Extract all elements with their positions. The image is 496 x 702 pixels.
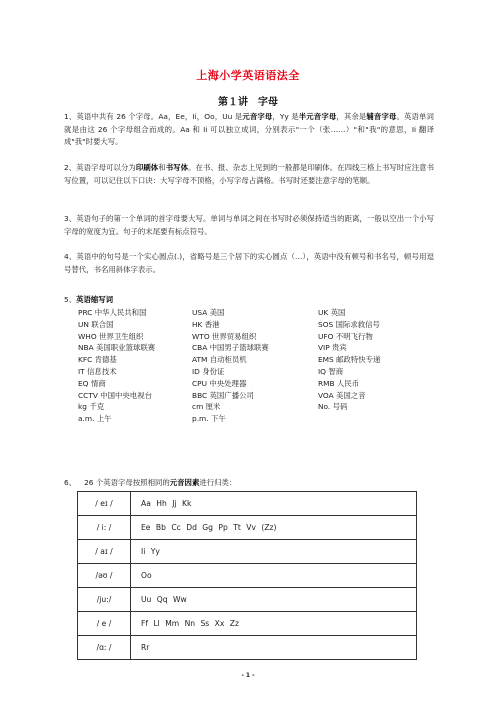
abbr-item: EQ 情商 [78, 378, 106, 388]
phoneme-cell: / eɪ / [78, 492, 131, 516]
table-row [78, 564, 417, 588]
abbr-item: EMS 邮政特快专递 [318, 355, 381, 365]
abbr-item: NBA 美国职业篮球联赛 [78, 343, 156, 353]
table-row [78, 516, 417, 540]
abbreviation-list [64, 307, 434, 425]
p6-text-c: 进行归类： [199, 478, 237, 487]
phoneme-cell: / aɪ / [78, 540, 131, 564]
paragraph-2 [64, 162, 434, 187]
lesson-title: 第１讲 字母 [218, 97, 278, 108]
p2-text-c: 和 [158, 163, 166, 172]
abbr-item: UN 联合国 [78, 319, 114, 329]
p2-bold-print: 印刷体 [135, 163, 159, 172]
abbr-item: VOA 美国之音 [318, 390, 366, 400]
abbr-row [64, 413, 434, 425]
p6-bold-vowel-factor: 元音因素 [169, 478, 200, 487]
abbr-row [64, 342, 434, 354]
phoneme-cell: /ɑ: / [78, 636, 131, 660]
p1-text-a: 1、英语中共有 26 个字母。Aa，Ee，Ii，Oo，Uu 是 [64, 112, 243, 121]
p1-bold-vowel: 元音字母 [242, 112, 273, 121]
paragraph-5-heading [64, 294, 434, 307]
abbr-item: HK 香港 [192, 319, 220, 329]
abbr-item: BBC 英国广播公司 [192, 390, 254, 400]
paragraph-1 [64, 111, 434, 149]
abbr-item: No. 号码 [318, 402, 348, 412]
p6-text-a: 26 个英语字母按照相同的 [84, 478, 170, 487]
letters-cell: Ii Yy [131, 540, 417, 564]
abbr-item: a.m. 上午 [78, 414, 112, 424]
table-row [78, 492, 417, 516]
abbr-row [64, 354, 434, 366]
abbr-item: UFO 不明飞行物 [318, 331, 373, 341]
paragraph-3: 3、英语句子的第一个单词的首字母要大写。单词与单词之间在书写时必须保持适当的距离，一般以空出一个小写字母的宽度为宜。句子的末尾要有标点符号。 [64, 214, 434, 236]
page-number: - 1 - [241, 672, 255, 679]
abbr-row [64, 366, 434, 378]
p2-text-e: 。在书、报、杂志上见到的一般都是印刷体。在四线三格上书写时应注意书写位置，可以记住以下口诀：大写字母不顶格，小写字母占满格。书写时还要注意字母的笔顺。 [64, 163, 434, 185]
p5-heading: 英语缩写词 [76, 295, 114, 304]
abbr-item: KFC 肯德基 [78, 355, 117, 365]
table-row [78, 636, 417, 660]
abbr-item: WTO 世界贸易组织 [192, 331, 257, 341]
abbr-item: PRC 中华人民共和国 [78, 308, 147, 317]
phoneme-cell: /ju:/ [78, 588, 131, 612]
vowel-group-table [77, 491, 417, 660]
letters-cell: Rr [131, 636, 417, 660]
abbr-item [318, 413, 434, 425]
abbr-item: IT 信息技术 [78, 366, 117, 376]
abbr-row [64, 319, 434, 331]
phoneme-cell: / i: / [78, 516, 131, 540]
letters-cell: Uu Qq Ww [131, 588, 417, 612]
abbr-item: IQ 智商 [318, 366, 344, 376]
abbr-item: CBA 中国男子篮球联赛 [192, 343, 269, 353]
abbr-item: kg 千克 [78, 402, 105, 412]
abbr-item: RMB 人民币 [318, 378, 360, 388]
abbr-item: p.m. 下午 [192, 414, 226, 424]
abbr-item: cm 厘米 [192, 402, 221, 412]
paragraph-4: 4、英语中的句号是一个实心圆点(.)，省略号是三个居下的实心圆点（…），英语中没有顿号和书名号，顿号用逗号替代，书名用斜体字表示。 [64, 252, 434, 274]
p1-text-e: ，其余是 [336, 112, 367, 121]
abbr-row [64, 390, 434, 402]
table-row [78, 612, 417, 636]
abbr-item: UK 英国 [318, 308, 346, 317]
phoneme-cell: /əʊ / [78, 564, 131, 588]
p1-text-g: 。英语单词就是由这 26 个字母组合而成的。Aa 和 Ii 可以独立成词，分别表示"一个（张……）"和"我"的意思，Ii 翻译成"我"时要大写。 [64, 112, 434, 146]
p2-text-a: 2、英语字母可以分为 [64, 163, 136, 172]
abbr-item: CPU 中央处理器 [192, 378, 247, 388]
phoneme-cell: / e / [78, 612, 131, 636]
p1-text-c: ，Yy 是 [272, 112, 299, 121]
abbr-item: WHO 世界卫生组织 [78, 331, 144, 341]
p1-bold-consonant: 辅音字母 [366, 112, 397, 121]
abbr-item: VIP 贵宾 [318, 343, 347, 353]
letters-cell: Oo [131, 564, 417, 588]
p1-bold-semivowel: 半元音字母 [298, 112, 337, 121]
abbr-item: USA 美国 [192, 308, 225, 317]
letters-cell: Aa Hh Jj Kk [131, 492, 417, 516]
table-row [78, 588, 417, 612]
p2-bold-script: 书写体 [165, 163, 189, 172]
letters-cell: Ee Bb Cc Dd Gg Pp Tt Vv (Zz) [131, 516, 417, 540]
paragraph-6-heading [64, 477, 444, 490]
abbr-item: CCTV 中国中央电视台 [78, 390, 152, 400]
document-title: 上海小学英语语法全 [196, 69, 300, 82]
abbr-row [64, 331, 434, 343]
table-row [78, 540, 417, 564]
p5-number: 5、 [64, 295, 77, 304]
abbr-item: ID 身份证 [192, 366, 225, 376]
abbr-row [64, 378, 434, 390]
abbr-item: SOS 国际求救信号 [318, 319, 380, 329]
p6-number: 6、 [64, 478, 77, 487]
abbr-item: ATM 自动柜员机 [192, 355, 247, 365]
letters-cell: Ff Ll Mm Nn Ss Xx Zz [131, 612, 417, 636]
abbr-row [64, 307, 434, 319]
abbr-row [64, 401, 434, 413]
